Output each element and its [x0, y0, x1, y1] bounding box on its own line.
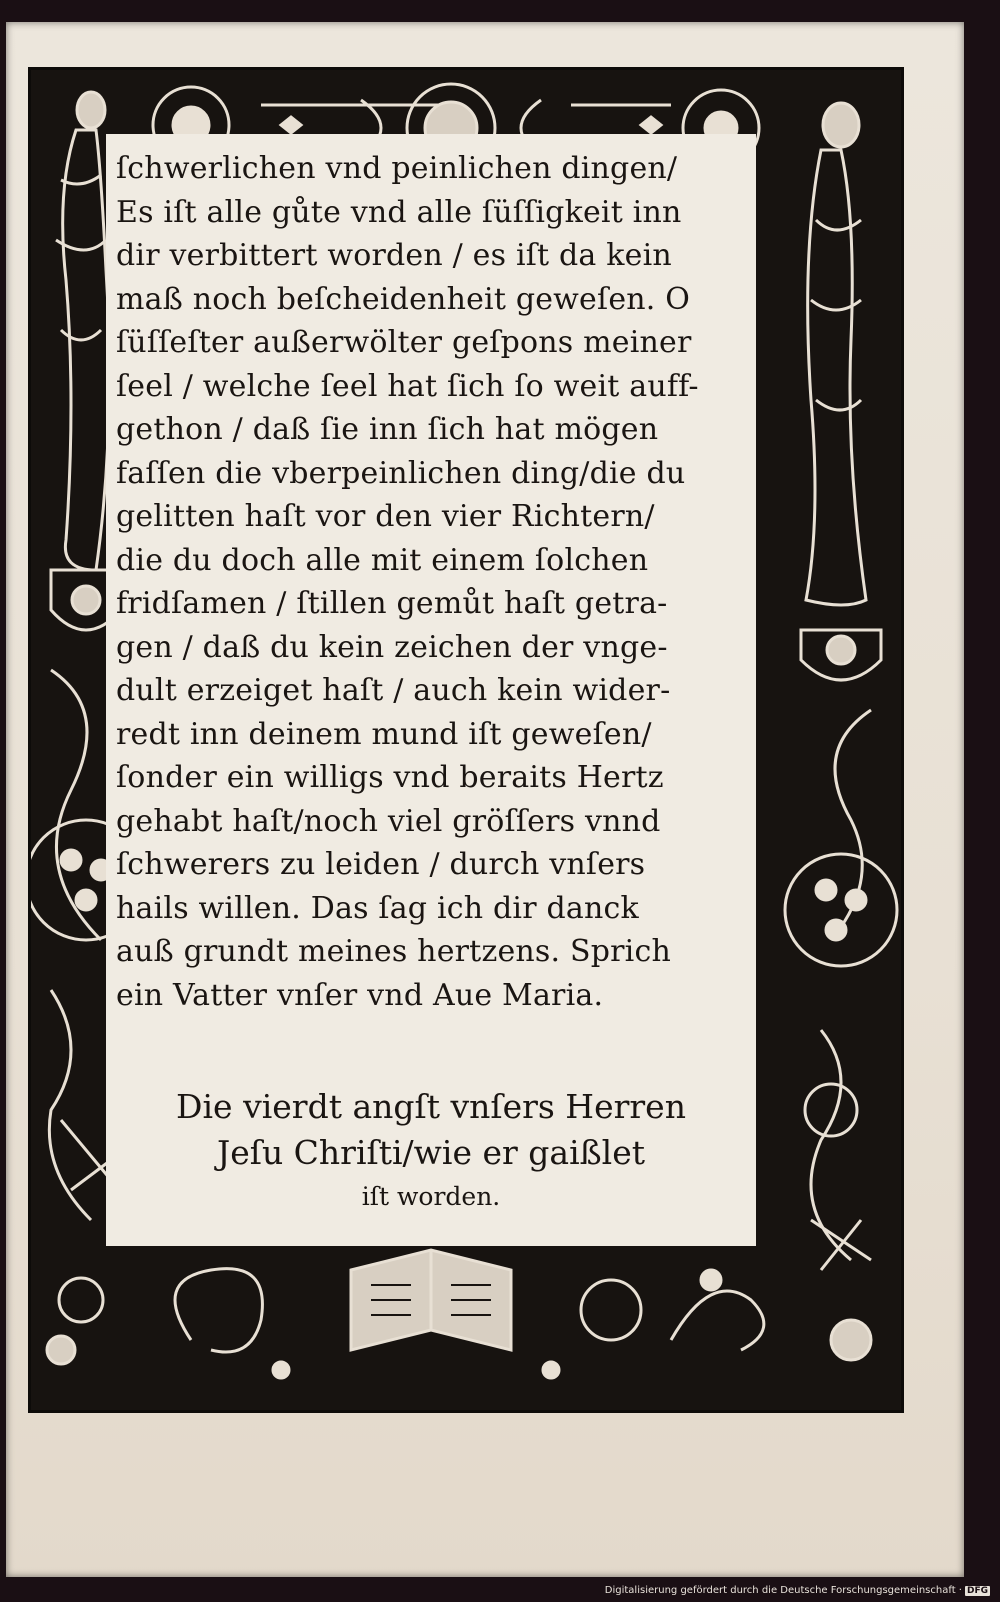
dfg-logo: DFG — [966, 1585, 988, 1596]
text-line: gelitten haſt vor den vier Richtern/ — [116, 499, 655, 534]
text-line: ſeel / welche ſeel hat ſich ſo weit auff- — [116, 368, 699, 404]
digitization-credit — [605, 1585, 990, 1596]
heading-line: Jeſu Chriſti/wie er gaißlet — [216, 1133, 646, 1172]
text-line: gen / daß du kein zeichen der vnge- — [116, 629, 668, 665]
text-line: dir verbittert worden / es iſt da kein — [116, 238, 672, 273]
heading-line: iſt worden. — [361, 1182, 501, 1211]
text-line: fridſamen / ſtillen gemůt haſt getra- — [116, 586, 668, 621]
section-heading — [116, 1084, 746, 1218]
text-line: redt inn deinem mund iſt geweſen/ — [116, 716, 652, 752]
text-line: dult erzeiget haſt / auch kein wider- — [116, 673, 671, 708]
body-text — [116, 147, 756, 1017]
text-line: gehabt haſt/noch viel gröſſers vnnd — [116, 803, 661, 839]
text-line: ſchwerers zu leiden / durch vnſers — [116, 847, 646, 882]
text-line: maß noch beſcheidenheit geweſen. O — [116, 281, 691, 317]
text-line: faſſen die vberpeinlichen ding/die du — [116, 455, 686, 491]
text-line: die du doch alle mit einem ſolchen — [116, 542, 649, 578]
text-line: ſchwerlichen vnd peinlichen dingen/ — [116, 151, 678, 186]
heading-line: Die vierdt angſt vnſers Herren — [176, 1087, 686, 1126]
credit-text: Digitalisierung gefördert durch die Deutsche Forschungsgemeinschaft · — [604, 1585, 962, 1596]
text-line: ſonder ein willigs vnd beraits Hertz — [116, 760, 664, 795]
text-line: ſüſſeſter außerwölter geſpons meiner — [116, 325, 692, 360]
text-line: auß grundt meines hertzens. Sprich — [116, 934, 672, 969]
text-line: gethon / daß ſie inn ſich hat mögen — [116, 412, 659, 447]
book-page — [6, 22, 964, 1577]
text-line: hails willen. Das ſag ich dir danck — [116, 890, 639, 926]
text-line: Es iſt alle gůte vnd alle ſüſſigkeit inn — [116, 194, 682, 230]
text-line: ein Vatter vnſer vnd Aue Maria. — [116, 977, 604, 1013]
